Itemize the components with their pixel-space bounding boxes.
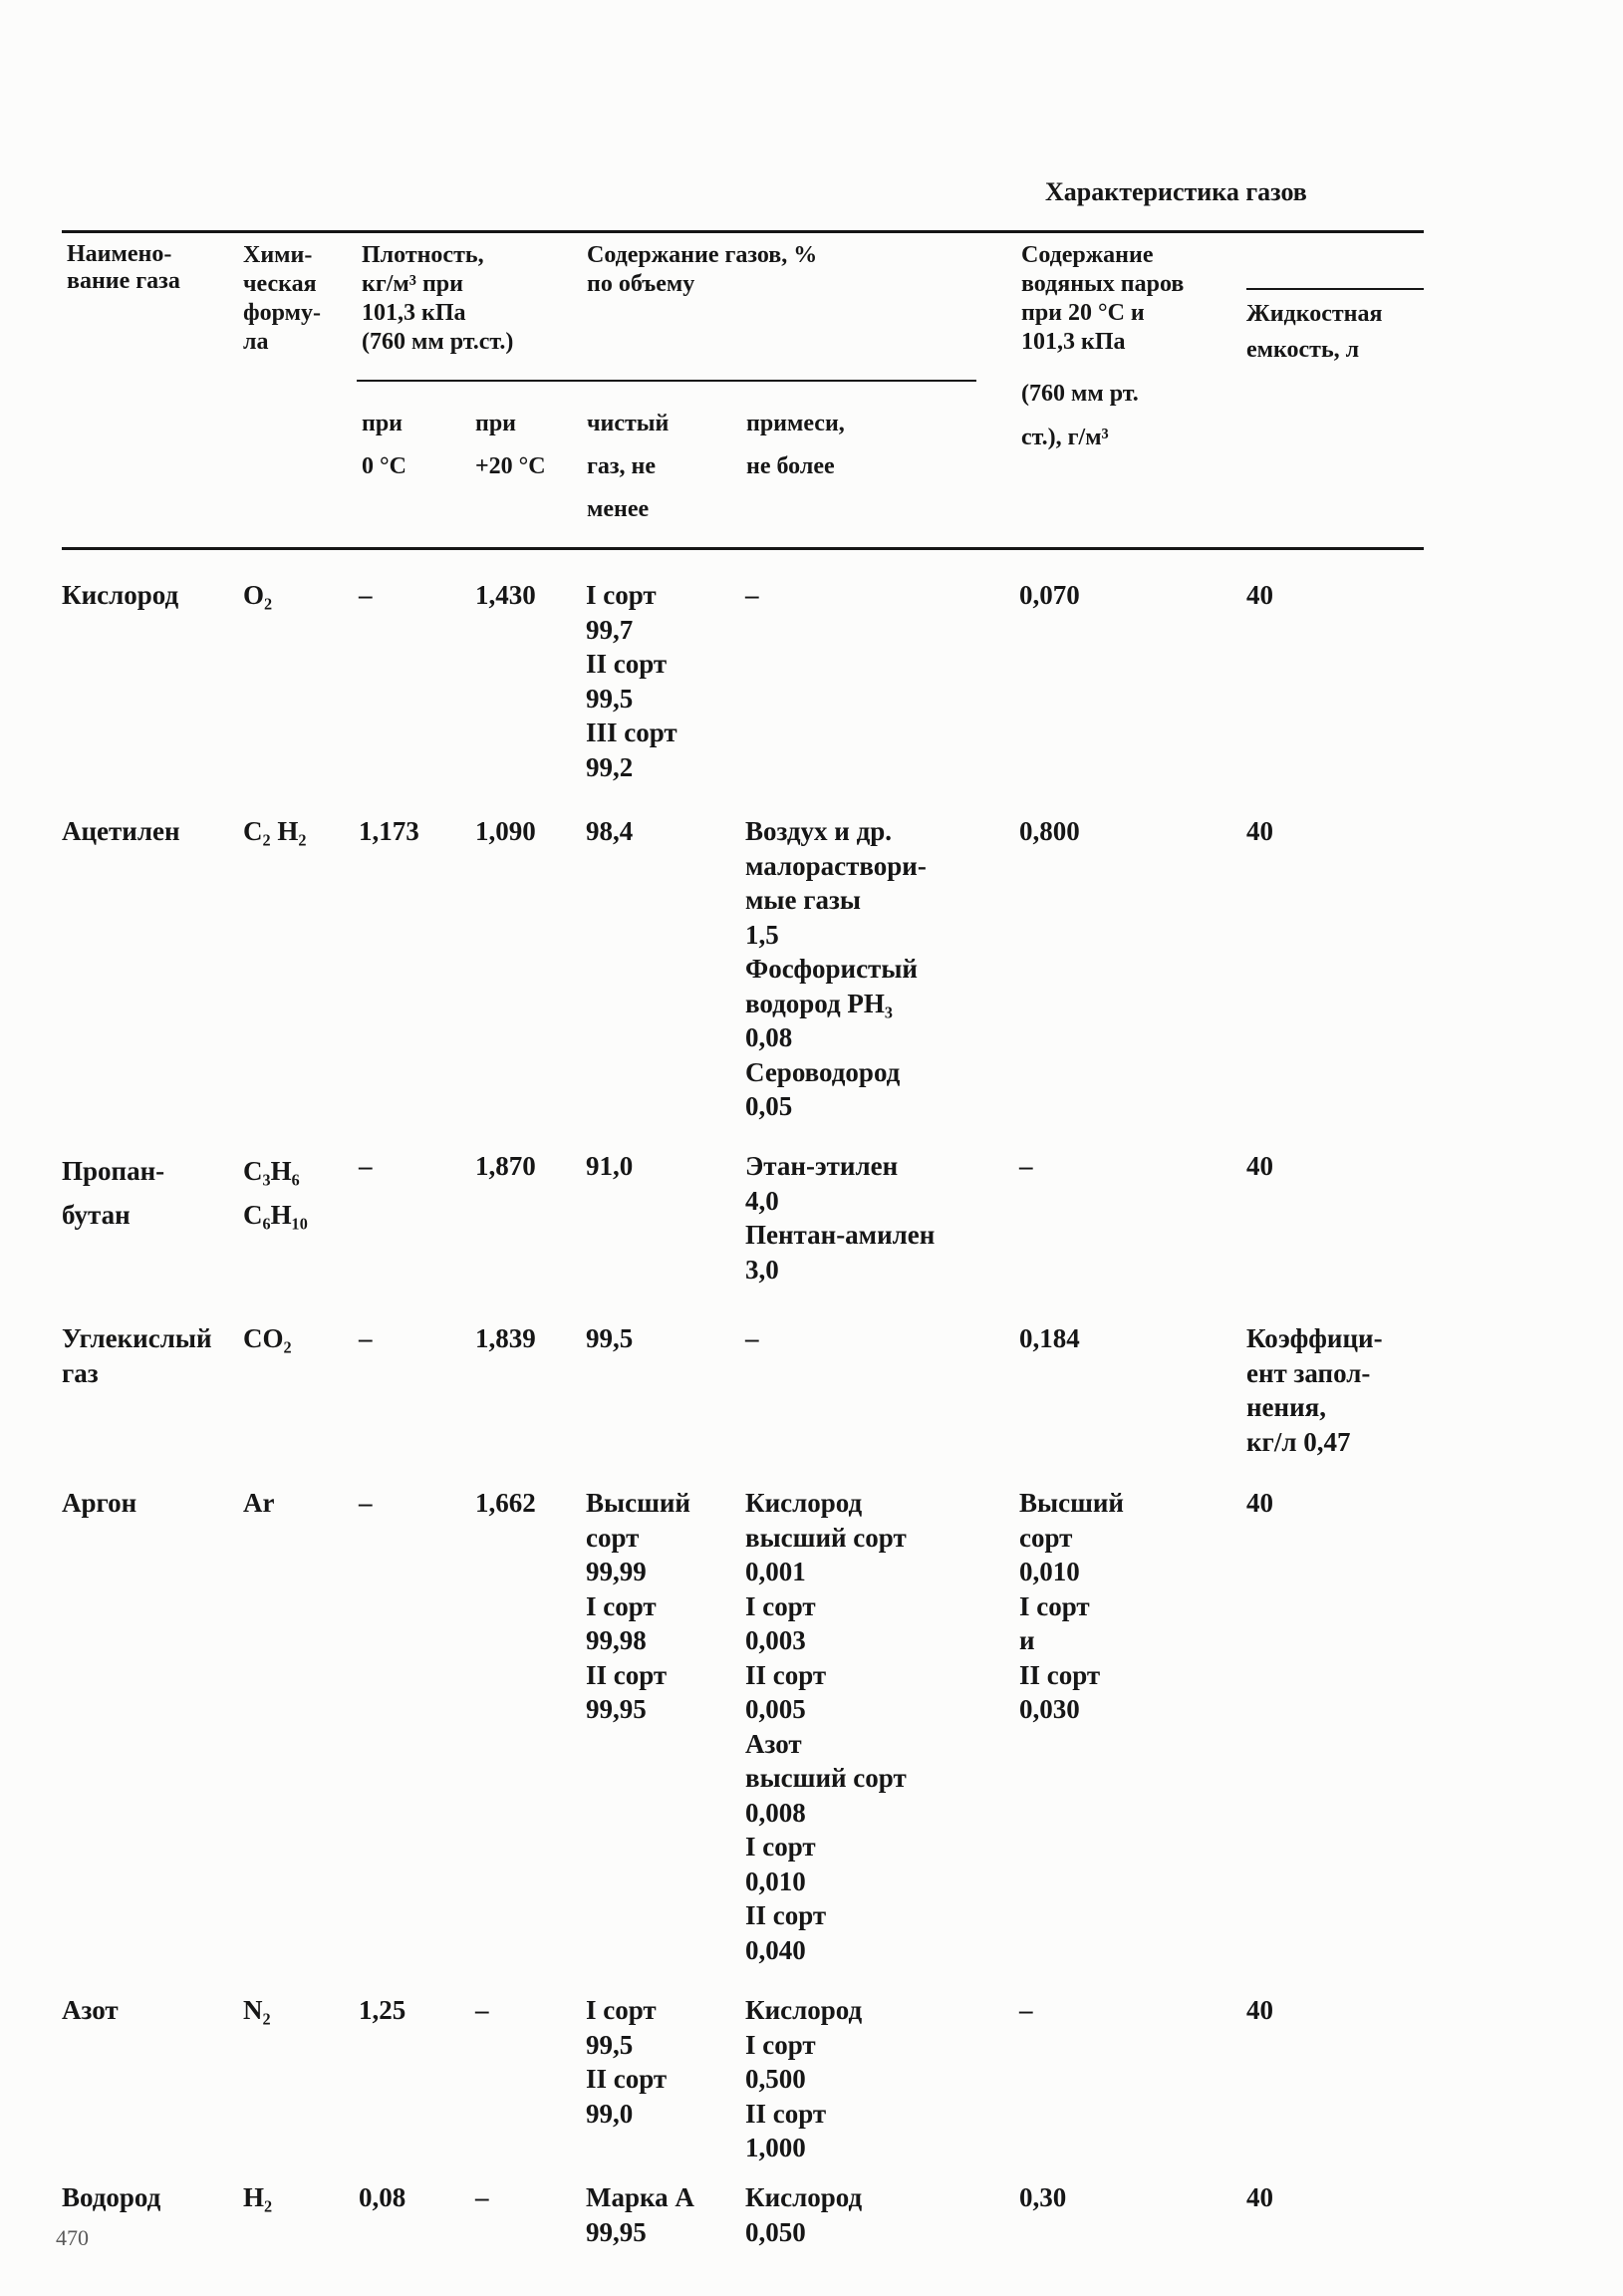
subheader-density-20: при +20 °С: [475, 411, 546, 479]
gas-name: Ацетилен: [62, 816, 180, 846]
gas-formula: Ar: [243, 1488, 275, 1518]
gas-formula: N₂: [243, 1995, 271, 2025]
liquid-capacity: 40: [1246, 816, 1273, 846]
gas-formula: C₃H₆ C₆H₁₀: [243, 1156, 308, 1230]
impurities: Кислород высший сорт 0,001 I сорт 0,003 II сорт 0,005 Азот высший сорт 0,008 I сорт 0,010 II сорт 0,040: [745, 1488, 907, 1965]
table-row: [0, 1149, 1623, 1285]
gas-formula: CO₂: [243, 1323, 292, 1353]
liquid-capacity: 40: [1246, 1995, 1273, 2025]
pure-gas: 99,5: [586, 1323, 634, 1353]
gas-name: Аргон: [62, 1488, 137, 1518]
liquid-capacity: 40: [1246, 2182, 1273, 2212]
density-20: 1,839: [475, 1323, 536, 1353]
table-row: [0, 578, 1623, 782]
water-vapor: –: [1019, 1995, 1033, 2025]
pure-gas: 98,4: [586, 816, 634, 846]
density-0: –: [359, 1323, 373, 1353]
impurities: Кислород 0,050: [745, 2182, 863, 2247]
density-20: 1,870: [475, 1151, 536, 1181]
subheader-impurities: примеси, не более: [746, 411, 845, 479]
header-liquid-capacity: Жидкостная емкость, л: [1246, 301, 1383, 363]
gas-name: Пропан- бутан: [62, 1156, 165, 1230]
water-vapor: 0,800: [1019, 816, 1080, 846]
pure-gas: Высший сорт 99,99 I сорт 99,98 II сорт 99,95: [586, 1488, 690, 1724]
header-gas-name: Наимено- вание газа: [67, 241, 180, 294]
liquid-header-rule: [1246, 288, 1424, 290]
density-20: 1,090: [475, 816, 536, 846]
liquid-capacity: Коэффици- ент запол- нения, кг/л 0,47: [1246, 1323, 1383, 1457]
gas-name: Углекислый газ: [62, 1323, 212, 1388]
impurities: –: [745, 1323, 759, 1353]
gas-name: Кислород: [62, 580, 179, 610]
impurities: Воздух и др. малораствори- мые газы 1,5 Фосфористый водород PH₃ 0,08 Сероводород 0,05: [745, 816, 927, 1121]
gas-formula: O₂: [243, 580, 273, 610]
table-row: [0, 814, 1623, 1121]
water-vapor: 0,070: [1019, 580, 1080, 610]
header-water-vapor-units: (760 мм рт. ст.), г/м³: [1021, 381, 1139, 450]
subheader-density-0: при 0 °С: [362, 411, 406, 479]
impurities: –: [745, 580, 759, 610]
header-bottom-rule: [62, 547, 1424, 550]
page-number: 470: [56, 2225, 89, 2250]
density-0: –: [359, 580, 373, 610]
header-formula: Хими- ческая форму- ла: [243, 242, 321, 355]
density-20: 1,662: [475, 1488, 536, 1518]
water-vapor: 0,30: [1019, 2182, 1067, 2212]
density-20: –: [475, 1995, 489, 2025]
water-vapor: –: [1019, 1151, 1033, 1181]
table-row: [0, 1486, 1623, 1965]
header-density: Плотность, кг/м³ при 101,3 кПа (760 мм рт.ст.): [362, 242, 514, 355]
subheader-rule: [357, 380, 976, 382]
water-vapor: Высший сорт 0,010 I сорт и II сорт 0,030: [1019, 1488, 1124, 1724]
pure-gas: Марка А 99,95: [586, 2182, 694, 2247]
density-0: –: [359, 1151, 373, 1181]
liquid-capacity: 40: [1246, 580, 1273, 610]
gas-formula: C₂ H₂: [243, 816, 307, 846]
water-vapor: 0,184: [1019, 1323, 1080, 1353]
density-20: –: [475, 2182, 489, 2212]
gas-name: Азот: [62, 1995, 119, 2025]
impurities: Этан-этилен 4,0 Пентан-амилен 3,0: [745, 1151, 936, 1285]
impurities: Кислород I сорт 0,500 II сорт 1,000: [745, 1995, 863, 2162]
pure-gas: I сорт 99,7 II сорт 99,5 III сорт 99,2: [586, 580, 677, 782]
density-0: 1,173: [359, 816, 419, 846]
header-water-vapor: Содержание водяных паров при 20 °С и 101,3 кПа: [1021, 242, 1185, 355]
density-0: 1,25: [359, 1995, 406, 2025]
liquid-capacity: 40: [1246, 1488, 1273, 1518]
header-top-rule: [62, 230, 1424, 233]
gas-formula: H₂: [243, 2182, 273, 2212]
density-0: 0,08: [359, 2182, 406, 2212]
density-0: –: [359, 1488, 373, 1518]
pure-gas: 91,0: [586, 1151, 634, 1181]
liquid-capacity: 40: [1246, 1151, 1273, 1181]
table-row: [0, 1993, 1623, 2162]
table-title: Характеристика газов: [1045, 177, 1307, 206]
header-gas-content: Содержание газов, % по объему: [587, 242, 818, 297]
pure-gas: I сорт 99,5 II сорт 99,0: [586, 1995, 668, 2129]
subheader-pure-gas: чистый газ, не менее: [587, 411, 670, 522]
gas-name: Водород: [62, 2182, 161, 2212]
table-row: [0, 1321, 1623, 1457]
density-20: 1,430: [475, 580, 536, 610]
